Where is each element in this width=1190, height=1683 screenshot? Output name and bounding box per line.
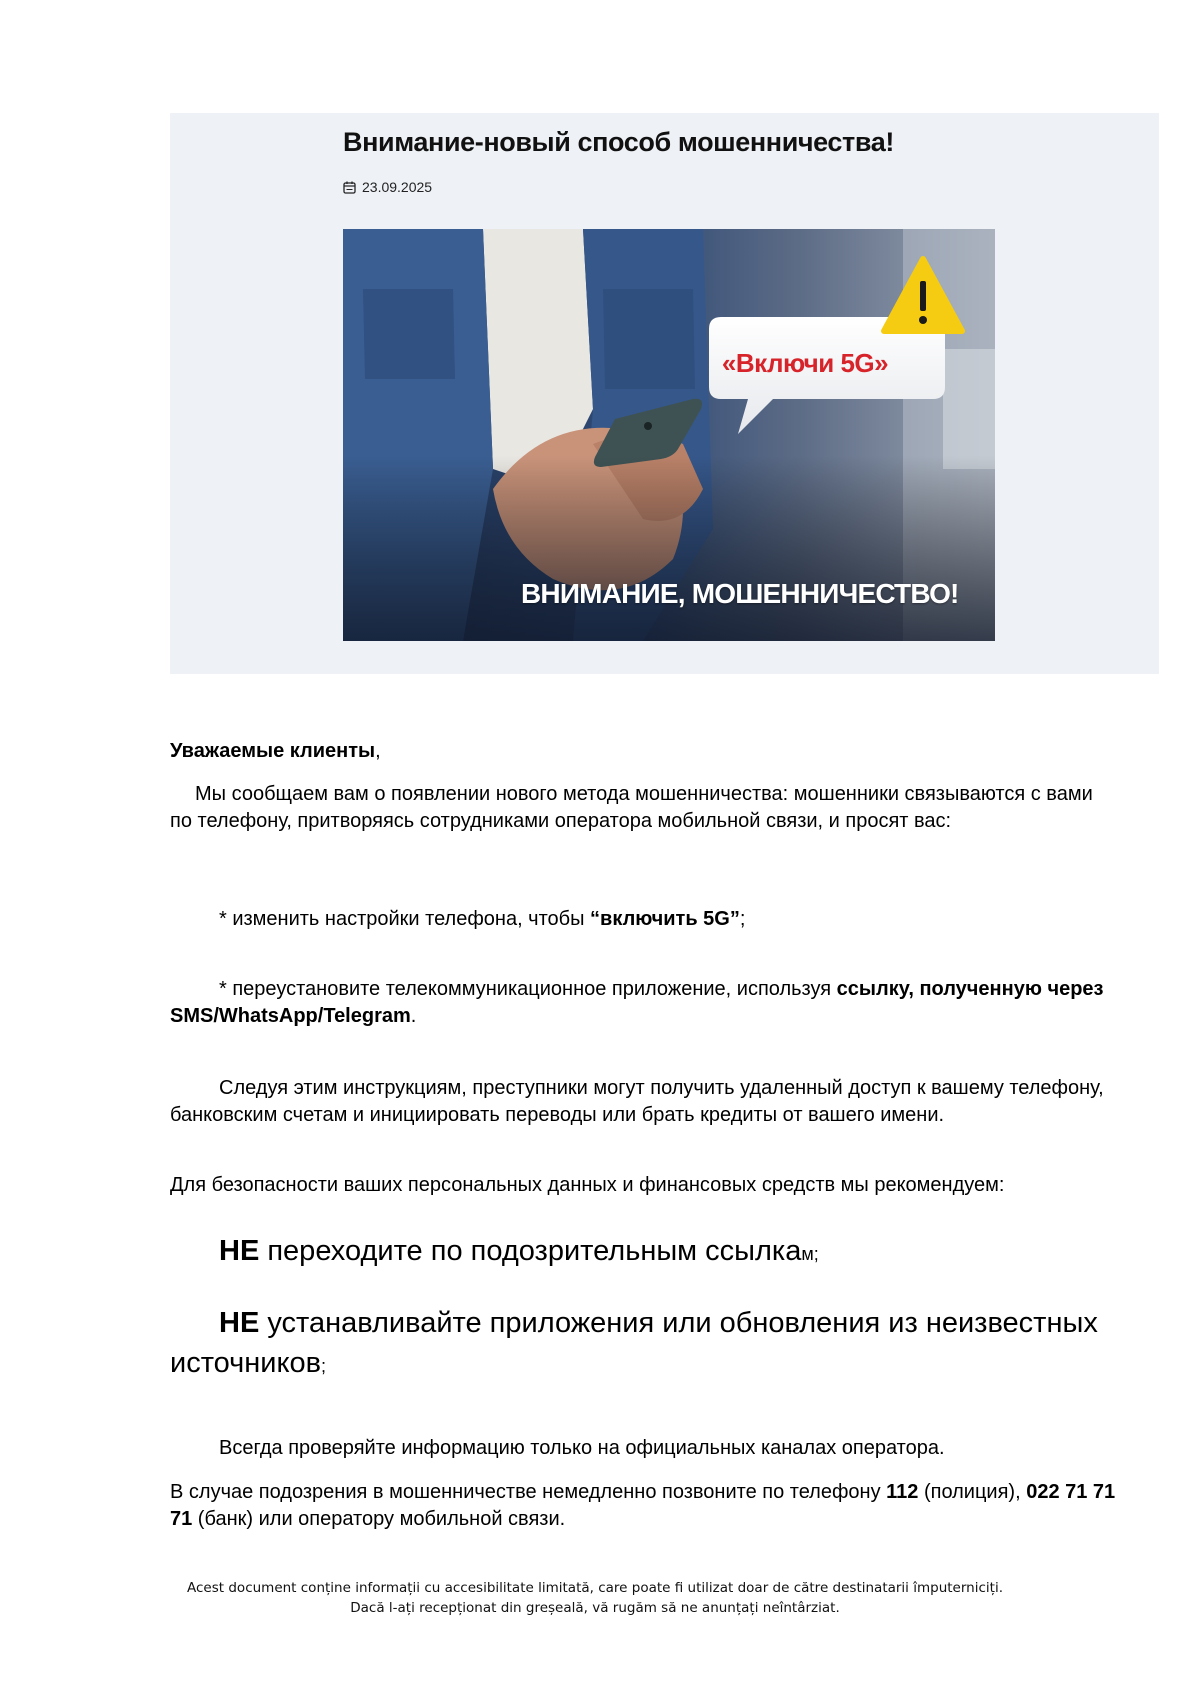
rec2-bold: НЕ	[219, 1307, 260, 1339]
item2-bold: ссылку, полученную через SMS/WhatsApp/Telegram	[170, 978, 1104, 1027]
recommendation-1	[170, 1231, 1120, 1274]
intro-paragraph: Мы сообщаем вам о появлении нового метода мошенничества: мошенники связываются с вами по телефону, притворяясь сотрудниками оператора мобильной связи, и просят вас:	[170, 783, 1093, 832]
greeting	[170, 738, 1120, 765]
contact-prefix: В случае подозрения в мошенничестве немедленно позвоните по телефону	[170, 1481, 887, 1503]
police-label: (полиция),	[918, 1481, 1027, 1503]
banner-title: Внимание-новый способ мошенничества!	[343, 127, 894, 157]
police-number: 112	[886, 1481, 919, 1503]
consequence-paragraph: Следуя этим инструкциям, преступники могут получить удаленный доступ к вашему телефону, банковским счетам и инициировать переводы или брать кредиты от вашего имени.	[170, 1077, 1104, 1126]
recommendation-2	[170, 1303, 1120, 1386]
contact-paragraph	[170, 1479, 1120, 1533]
calendar-icon	[343, 181, 356, 194]
footer-line-2: Dacă l-ați recepționat din greșeală, vă rugăm să ne anunțați neîntârziat.	[350, 1600, 840, 1616]
publish-date	[343, 179, 432, 195]
promo-caption: ВНИМАНИЕ, МОШЕННИЧЕСТВО!	[521, 578, 959, 609]
greeting-bold: Уважаемые клиенты	[170, 740, 376, 762]
list-item-1	[170, 906, 1120, 933]
publish-date-text: 23.09.2025	[362, 179, 433, 195]
item2-suffix: .	[410, 1005, 417, 1027]
rec1-bold: НЕ	[219, 1235, 260, 1267]
article-banner	[170, 113, 1159, 674]
rec1-text: переходите по подозрительным ссылка	[259, 1235, 802, 1267]
item1-prefix: * изменить настройки телефона, чтобы	[219, 908, 591, 930]
bubble-text: «Включи 5G»	[721, 348, 889, 378]
item2-prefix: * переустановите телекоммуникационное приложение, используя	[219, 978, 837, 1000]
item1-bold: “включить 5G”	[590, 908, 740, 930]
confidentiality-footer	[0, 1578, 1190, 1618]
item1-suffix: ;	[739, 908, 746, 930]
rec2-tail: ;	[321, 1356, 327, 1376]
list-item-2	[170, 976, 1120, 1030]
bank-label: (банк) или оператору мобильной связи.	[192, 1508, 566, 1530]
greeting-tail: ,	[375, 740, 381, 762]
bank-number: 022 71 71 71	[170, 1481, 1116, 1530]
recommendation-3: Всегда проверяйте информацию только на официальных каналах оператора.	[219, 1437, 945, 1459]
recommend-paragraph: Для безопасности ваших персональных данных и финансовых средств мы рекомендуем:	[170, 1174, 1005, 1196]
promo-image	[343, 229, 995, 641]
footer-line-1: Acest document conține informații cu accesibilitate limitată, care poate fi utilizat doar de către destinatarii împuterniciți.	[187, 1580, 1003, 1596]
rec2-text: устанавливайте приложения или обновления из неизвестных источников	[170, 1307, 1098, 1379]
rec1-tail: м;	[801, 1244, 819, 1264]
